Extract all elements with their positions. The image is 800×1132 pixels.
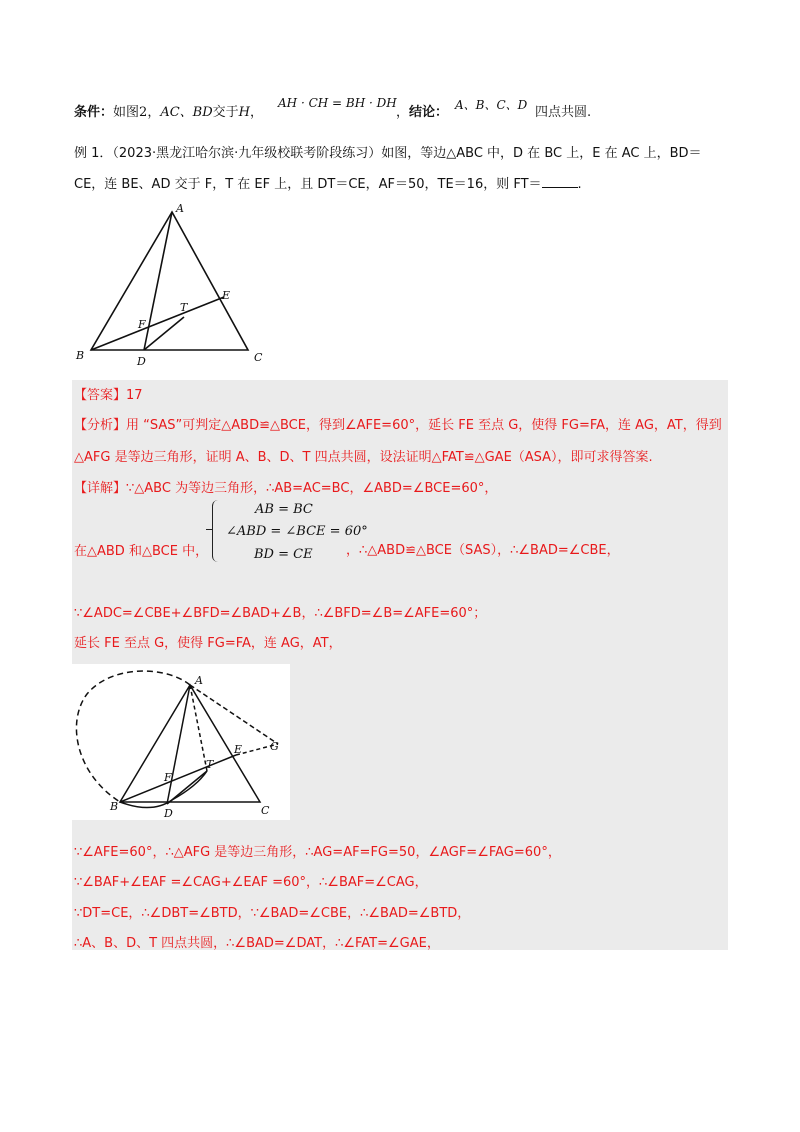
- figure-number: 2: [139, 105, 148, 120]
- answer-line: [74, 384, 143, 403]
- fig1-label-d: D: [137, 355, 146, 368]
- segment-ad: [144, 212, 172, 350]
- comma-2: ，: [250, 105, 264, 120]
- detail-line-7: ∵DT=CE，∴∠DBT=∠BTD，∵∠BAD=∠CBE，∴∠BAD=∠BTD，: [74, 906, 471, 921]
- detail-text-1: ∵△ABC 为等边三角形，∴AB=AC=BC，∠ABD=∠BCE=60°，: [126, 481, 498, 496]
- system-eq-3: BD = CE: [254, 547, 313, 562]
- comma-3: ，: [396, 105, 410, 120]
- segment-be: [91, 297, 224, 350]
- math-ac-bd: AC、BD: [160, 105, 213, 120]
- condition-text-3: 交于: [212, 105, 239, 120]
- detail-line-4: 延长 FE 至点 G，使得 FG=FA，连 AG，AT，: [74, 636, 342, 651]
- figure-2: [72, 664, 290, 820]
- fig1-label-e: E: [222, 289, 231, 302]
- fig2-label-a: A: [195, 674, 203, 687]
- figure-1: [70, 198, 270, 368]
- fig1-label-a: A: [176, 202, 184, 215]
- detail-in-prefix: 在△ABD 和△BCE 中，: [74, 544, 209, 559]
- fig1-label-c: C: [254, 351, 263, 364]
- comma-1: ，: [147, 105, 161, 120]
- condition-text-1: 如图: [113, 105, 140, 120]
- example-line-2-end: .: [577, 177, 582, 192]
- analysis-line-1: [74, 414, 722, 433]
- math-abcd: A、B、C、D: [455, 98, 528, 112]
- fig2-label-c: C: [261, 804, 270, 817]
- fig2-label-t: T: [206, 758, 214, 771]
- fig2-label-d: D: [164, 807, 173, 820]
- system-brace: [212, 500, 221, 562]
- detail-line-6: ∵∠BAF+∠EAF =∠CAG+∠EAF =60°，∴∠BAF=∠CAG，: [74, 875, 428, 890]
- fig1-label-f: F: [138, 318, 146, 331]
- system-eq-2: ∠ABD = ∠BCE = 60°: [226, 524, 368, 539]
- fig2-label-g: G: [270, 740, 279, 753]
- system-eq-1: AB = BC: [255, 502, 313, 517]
- answer-value: 17: [126, 388, 143, 403]
- example-line-2-text: CE，连 BE、AD 交于 F，T 在 EF 上，且 DT＝CE，AF＝50，TE＝16，则 FT＝: [74, 177, 542, 192]
- analysis-line-2: △AFG 是等边三角形，证明 A、B、D、T 四点共圆，设法证明△FAT≌△GAE（ASA），即可求得答案.: [74, 450, 653, 465]
- example-line-2: [74, 173, 582, 192]
- condition-formula: AH · CH = BH · DH: [278, 96, 397, 110]
- detail-line-5: ∵∠AFE=60°，∴△AFG 是等边三角形，∴AG=AF=FG=50，∠AGF=∠FAG=60°，: [74, 845, 561, 860]
- conclusion-label: 结论：: [409, 105, 449, 120]
- fig2-label-f: F: [164, 771, 172, 784]
- fig1-label-b: B: [76, 349, 85, 362]
- condition-text-6: 四点共圆.: [535, 105, 592, 120]
- condition-label: 条件：: [74, 105, 114, 120]
- analysis-text-1: 用 “SAS”可判定△ABD≌△BCE，得到∠AFE=60°，延长 FE 至点 G，使得 FG=FA，连 AG，AT，得到: [126, 418, 722, 433]
- detail-line-8: ∴A、B、D、T 四点共圆，∴∠BAD=∠DAT，∴∠FAT=∠GAE，: [74, 936, 440, 951]
- answer-tag: 【答案】: [74, 388, 127, 403]
- fig1-label-t: T: [180, 301, 188, 314]
- fig2-label-b: B: [110, 800, 119, 813]
- detail-tag: 【详解】: [74, 481, 127, 496]
- conclusion-part: [396, 101, 448, 120]
- detail-line-3: ∵∠ADC=∠CBE+∠BFD=∠BAD+∠B，∴∠BFD=∠B=∠AFE=60°；: [74, 606, 487, 621]
- fig2-label-e: E: [234, 743, 243, 756]
- analysis-tag: 【分析】: [74, 418, 127, 433]
- detail-line-1: [74, 477, 497, 496]
- math-h: H: [238, 105, 250, 120]
- detail-after-system: ，∴△ABD≌△BCE（SAS），∴∠BAD=∠CBE，: [346, 543, 620, 558]
- condition-line: [74, 101, 263, 120]
- example-line-1: 例 1．（2023·黑龙江哈尔滨·九年级校联考阶段练习）如图，等边△ABC 中，D 在 BC 上，E 在 AC 上，BD＝: [74, 146, 702, 161]
- answer-blank: [542, 175, 578, 188]
